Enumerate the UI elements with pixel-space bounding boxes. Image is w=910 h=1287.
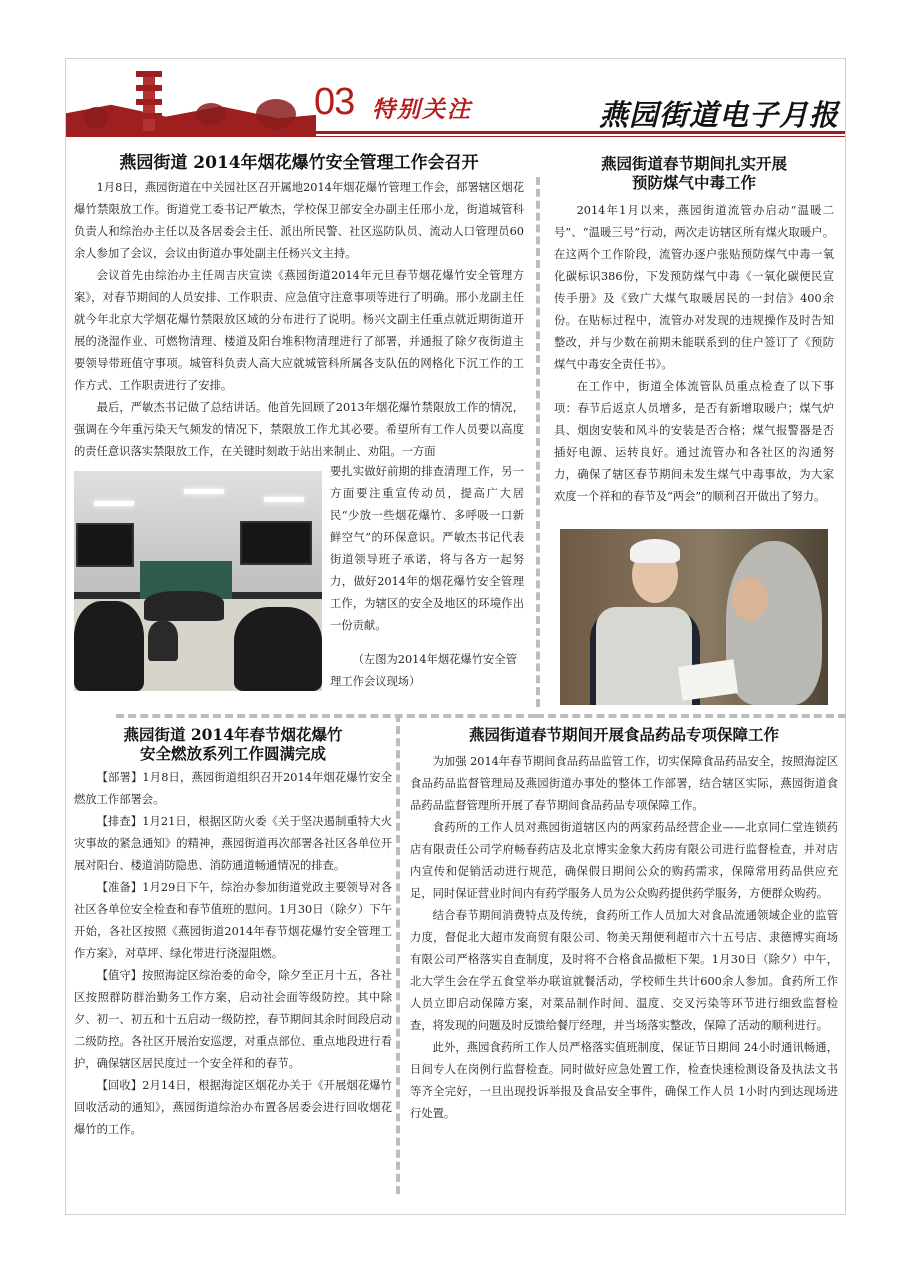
photo-caption: （左图为2014年烟花爆竹安全管理工作会议现场）: [330, 653, 517, 688]
paragraph: 要扎实做好前期的排查清理工作，另一方面要注重宣传动员，提高广大居民“少放一些烟花爆竹、多呼吸一口新鲜空气”的环保意识。严敏杰书记代表街道领导班子承诺，将与各方一起努力，做好2014年的烟花爆竹安全管理工作，为辖区的安全及地区的环境作出一份贡献。: [330, 465, 524, 632]
paragraph: 食药所的工作人员对燕园街道辖区内的两家药品经营企业——北京同仁堂连锁药店有限责任公司学府畅春药店及北京博实金象大药房有限公司进行监督检查，并对店内宣传和促销活动进行规范，确保假日期间公众的购药需求，保障常用药品供应充足，同时保证营业时间内有药学服务人员为公众购药提供药学服务，方便群众购药。: [410, 820, 838, 900]
pagoda-icon: [136, 65, 162, 131]
tree-icon: [256, 99, 296, 129]
paragraph: 结合春节期间消费特点及传统，食药所工作人员加大对食品流通领域企业的监管力度，督促北大超市发商贸有限公司、物美天翔便利超市六十五号店、隶德博实商场有限公司严格落实自查制度，及时将不合格食品撤柜下架。1月30日（除夕）中午，北大学生会在学五食堂举办联谊就餐活动，学校师生共计600余人参加。食药所工作人员立即启动保障方案，对菜品制作时间、温度、交叉污染等环节进行细致监督检查，将发现的问题及时反馈给餐厅经理，并当场落实整改，保障了活动的顺利进行。: [410, 908, 838, 1032]
paragraph: 为加强 2014年春节期间食品药品监管工作，切实保障食品药品安全，按照海淀区食品药品监督管理局及燕园街道办事处的整体工作部署，结合辖区实际，燕园街道食品药品监督管理所开展了春节期间食品药品专项保障工作。: [410, 754, 838, 812]
masthead-rule-thin: [66, 136, 845, 137]
section-title: 特别关注: [372, 97, 472, 123]
article-fireworks-meeting: [74, 153, 524, 463]
article-food-drug-safety: [410, 726, 838, 1125]
section-divider: [116, 714, 536, 718]
paragraph: 【回收】2月14日，根据海淀区烟花办关于《开展烟花爆竹回收活动的通知》，燕园街道综治办布置各居委会进行回收烟花爆竹的工作。: [74, 1079, 392, 1137]
meeting-photo: [74, 471, 322, 691]
paragraph: 【部署】1月8日，燕园街道组织召开2014年烟花爆竹安全燃放工作部署会。: [74, 771, 392, 807]
article-title: 预防煤气中毒工作: [631, 172, 756, 192]
article-fireworks-meeting-continued: [330, 461, 524, 693]
paragraph: 在工作中，街道全体流管队员重点检查了以下事项：春节后返京人员增多，是否有新增取暖户；煤气炉具、烟囱安装和风斗的安装是否合格；煤气报警器是否插好电源、运转良好。通过流管办和各社区的沟通努力，确保了辖区春节期间未发生煤气中毒事故，为大家欢度一个祥和的春节及“两会”的顺利召开做出了努力。: [554, 380, 834, 504]
paragraph: 【排查】1月21日，根据区防火委《关于坚决遏制重特大火灾事故的紧急通知》的精神，燕园街道再次部署各社区各单位开展对阳台、楼道消防隐患、消防通道畅通情况的排查。: [74, 815, 392, 873]
article-gas-poisoning: [554, 155, 834, 508]
column-divider: [536, 177, 540, 707]
paragraph: 1月8日，燕园街道在中关园社区召开属地2014年烟花爆竹管理工作会，部署辖区烟花爆竹禁限放工作。街道党工委书记严敏杰，学校保卫部安全办副主任邢小龙，街道城管科负责人和综治办主任以及各居委会主任、派出所民警、社区巡防队员、流动人口管理员60余人参加了会议，会议由街道办事处副主任杨兴文主持。: [74, 181, 524, 261]
paragraph: 最后，严敏杰书记做了总结讲话。他首先回顾了2013年烟花爆竹禁限放工作的情况，强调在今年重污染天气频发的情况下，禁限放工作尤其必要。希望所有工作人员要以高度的责任意识落实禁限放工作，在关键时刻敢于站出来制止、劝阻。一方面: [74, 401, 524, 459]
paragraph: 此外，燕园食药所工作人员严格落实值班制度，保证节日期间 24小时通讯畅通，日间专人在岗例行监督检查。同时做好应急处置工作，检查快速检测设备及执法文书等齐全完好，一旦出现投诉举报及食品安全事件，确保工作人员 1小时内到达现场进行处置。: [410, 1040, 838, 1120]
page-number: 03: [314, 81, 355, 123]
paragraph: 【准备】1月29日下午，综治办参加街道党政主要领导对各社区各单位安全检查和春节值班的慰问。1月30日（除夕）下午开始，各社区按照《燕园街道2014年春节烟花爆竹安全管理工作方案》，对草坪、绿化带进行浇湿阻燃。: [74, 881, 392, 961]
paragraph: 2014年1月以来，燕园街道流管办启动“温暖二号”、“温暖三号”行动，两次走访辖区所有煤火取暖户。在这两个工作阶段，流管办逐户张贴预防煤气中毒一氧化碳标识386份，下发预防煤气中毒《一氧化碳便民宣传手册》及《致广大煤气取暖居民的一封信》400余份。在贴标过程中，流管办对发现的违规操作及时告知整改，并与少数在前期未能联系到的住户签订了《预防煤气中毒安全责任书》。: [554, 204, 834, 372]
column-divider: [396, 714, 400, 1194]
tree-icon: [196, 103, 226, 125]
article-title: 燕园街道 2014年烟花爆竹安全管理工作会召开: [119, 153, 479, 173]
article-title: 燕园街道 2014年春节烟花爆竹: [123, 725, 343, 744]
paragraph: 【值守】按照海淀区综治委的命令，除夕至正月十五，各社区按照群防群治勤务工作方案，启动社会面等级防控。其中除夕、初一、初五和十五启动一级防控，春节期间其余时间段启动二级防控。各社区开展治安巡逻，对重点部位、重点地段进行看护，确保辖区居民度过一个安全祥和的春节。: [74, 969, 392, 1071]
section-divider: [536, 714, 846, 718]
article-title: 燕园街道春节期间开展食品药品专项保障工作: [468, 725, 779, 744]
article-title: 安全燃放系列工作圆满完成: [139, 743, 326, 763]
inspection-photo: [560, 529, 828, 705]
newsletter-name: 燕园街道电子月报: [598, 98, 839, 132]
article-title: 燕园街道春节期间扎实开展: [600, 154, 787, 173]
tree-icon: [84, 107, 108, 129]
newsletter-page: [65, 58, 846, 1215]
masthead: [66, 59, 845, 139]
article-fireworks-series: [74, 726, 392, 1141]
paragraph: 会议首先由综治办主任周吉庆宣读《燕园街道2014年元旦春节烟花爆竹安全管理方案》，对春节期间的人员安排、工作职责、应急值守注意事项等进行了明确。邢小龙副主任就今年北京大学烟花爆竹禁限放区域的分布进行了说明。杨兴文副主任重点就近期街道开展的浇湿作业、可燃物清理、楼道及阳台堆积物清理进行了部署，并通报了除夕夜街道主要领导带班值守事项。城管科负责人高大应就城管科所属各支队伍的网格化下沉工作的工作方式、工作职责进行了安排。: [74, 269, 524, 393]
